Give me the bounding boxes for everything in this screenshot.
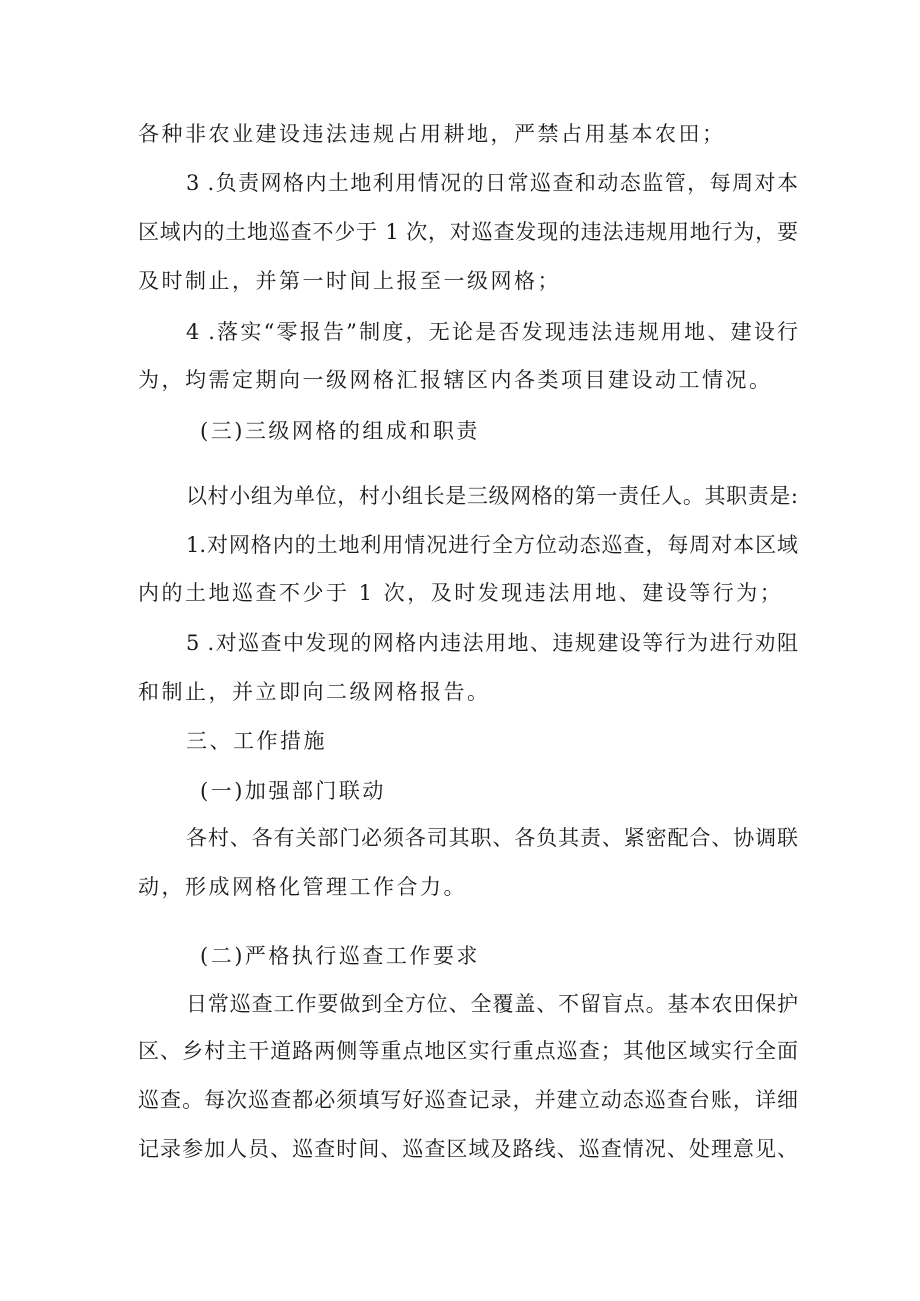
- paragraph-line: 及时制止，并第一时间上报至一级网格；: [138, 269, 561, 293]
- paragraph-line: 以村小组为单位，村小组长是三级网格的第一责任人。其职责是:: [186, 484, 798, 508]
- paragraph-line: 日常巡查工作要做到全方位、全覆盖、不留盲点。基本农田保护: [186, 992, 798, 1016]
- paragraph-line: 内的土地巡查不少于 1 次，及时发现违法用地、建设等行为；: [138, 581, 784, 605]
- paragraph-line: 区、乡村主干道路两侧等重点地区实行重点巡查；其他区域实行全面: [138, 1039, 798, 1063]
- subsection-heading: (一)加强部门联动: [200, 779, 386, 803]
- paragraph-line: 为，均需定期向一级网格汇报辖区内各类项目建设动工情况。: [138, 368, 773, 392]
- paragraph-line: 各种非农业建设违法违规占用耕地，严禁占用基本农田；: [138, 122, 726, 146]
- paragraph-line: 和制止，并立即向二级网格报告。: [138, 680, 491, 704]
- paragraph-line: 1.对网格内的土地利用情况进行全方位动态巡查，每周对本区域: [186, 533, 798, 557]
- paragraph-line: 记录参加人员、巡查时间、巡查区域及路线、巡查情况、处理意见、: [138, 1137, 798, 1161]
- section-heading: (三)三级网格的组成和职责: [200, 419, 480, 443]
- paragraph-line: 4 .落实“零报告”制度，无论是否发现违法违规用地、建设行: [186, 320, 798, 344]
- subsection-heading: (二)严格执行巡查工作要求: [200, 944, 480, 968]
- paragraph-line: 各村、各有关部门必须各司其职、各负其责、紧密配合、协调联: [186, 826, 798, 850]
- paragraph-line: 5 .对巡查中发现的网格内违法用地、违规建设等行为进行劝阻: [186, 631, 798, 655]
- paragraph-line: 3 .负责网格内土地利用情况的日常巡查和动态监管，每周对本: [186, 171, 798, 195]
- section-heading: 三、工作措施: [186, 729, 327, 753]
- paragraph-line: 动，形成网格化管理工作合力。: [138, 875, 467, 899]
- paragraph-line: 区域内的土地巡查不少于 1 次，对巡查发现的违法违规用地行为，要: [138, 220, 798, 244]
- paragraph-line: 巡查。每次巡查都必须填写好巡查记录，并建立动态巡查台账，详细: [138, 1088, 798, 1112]
